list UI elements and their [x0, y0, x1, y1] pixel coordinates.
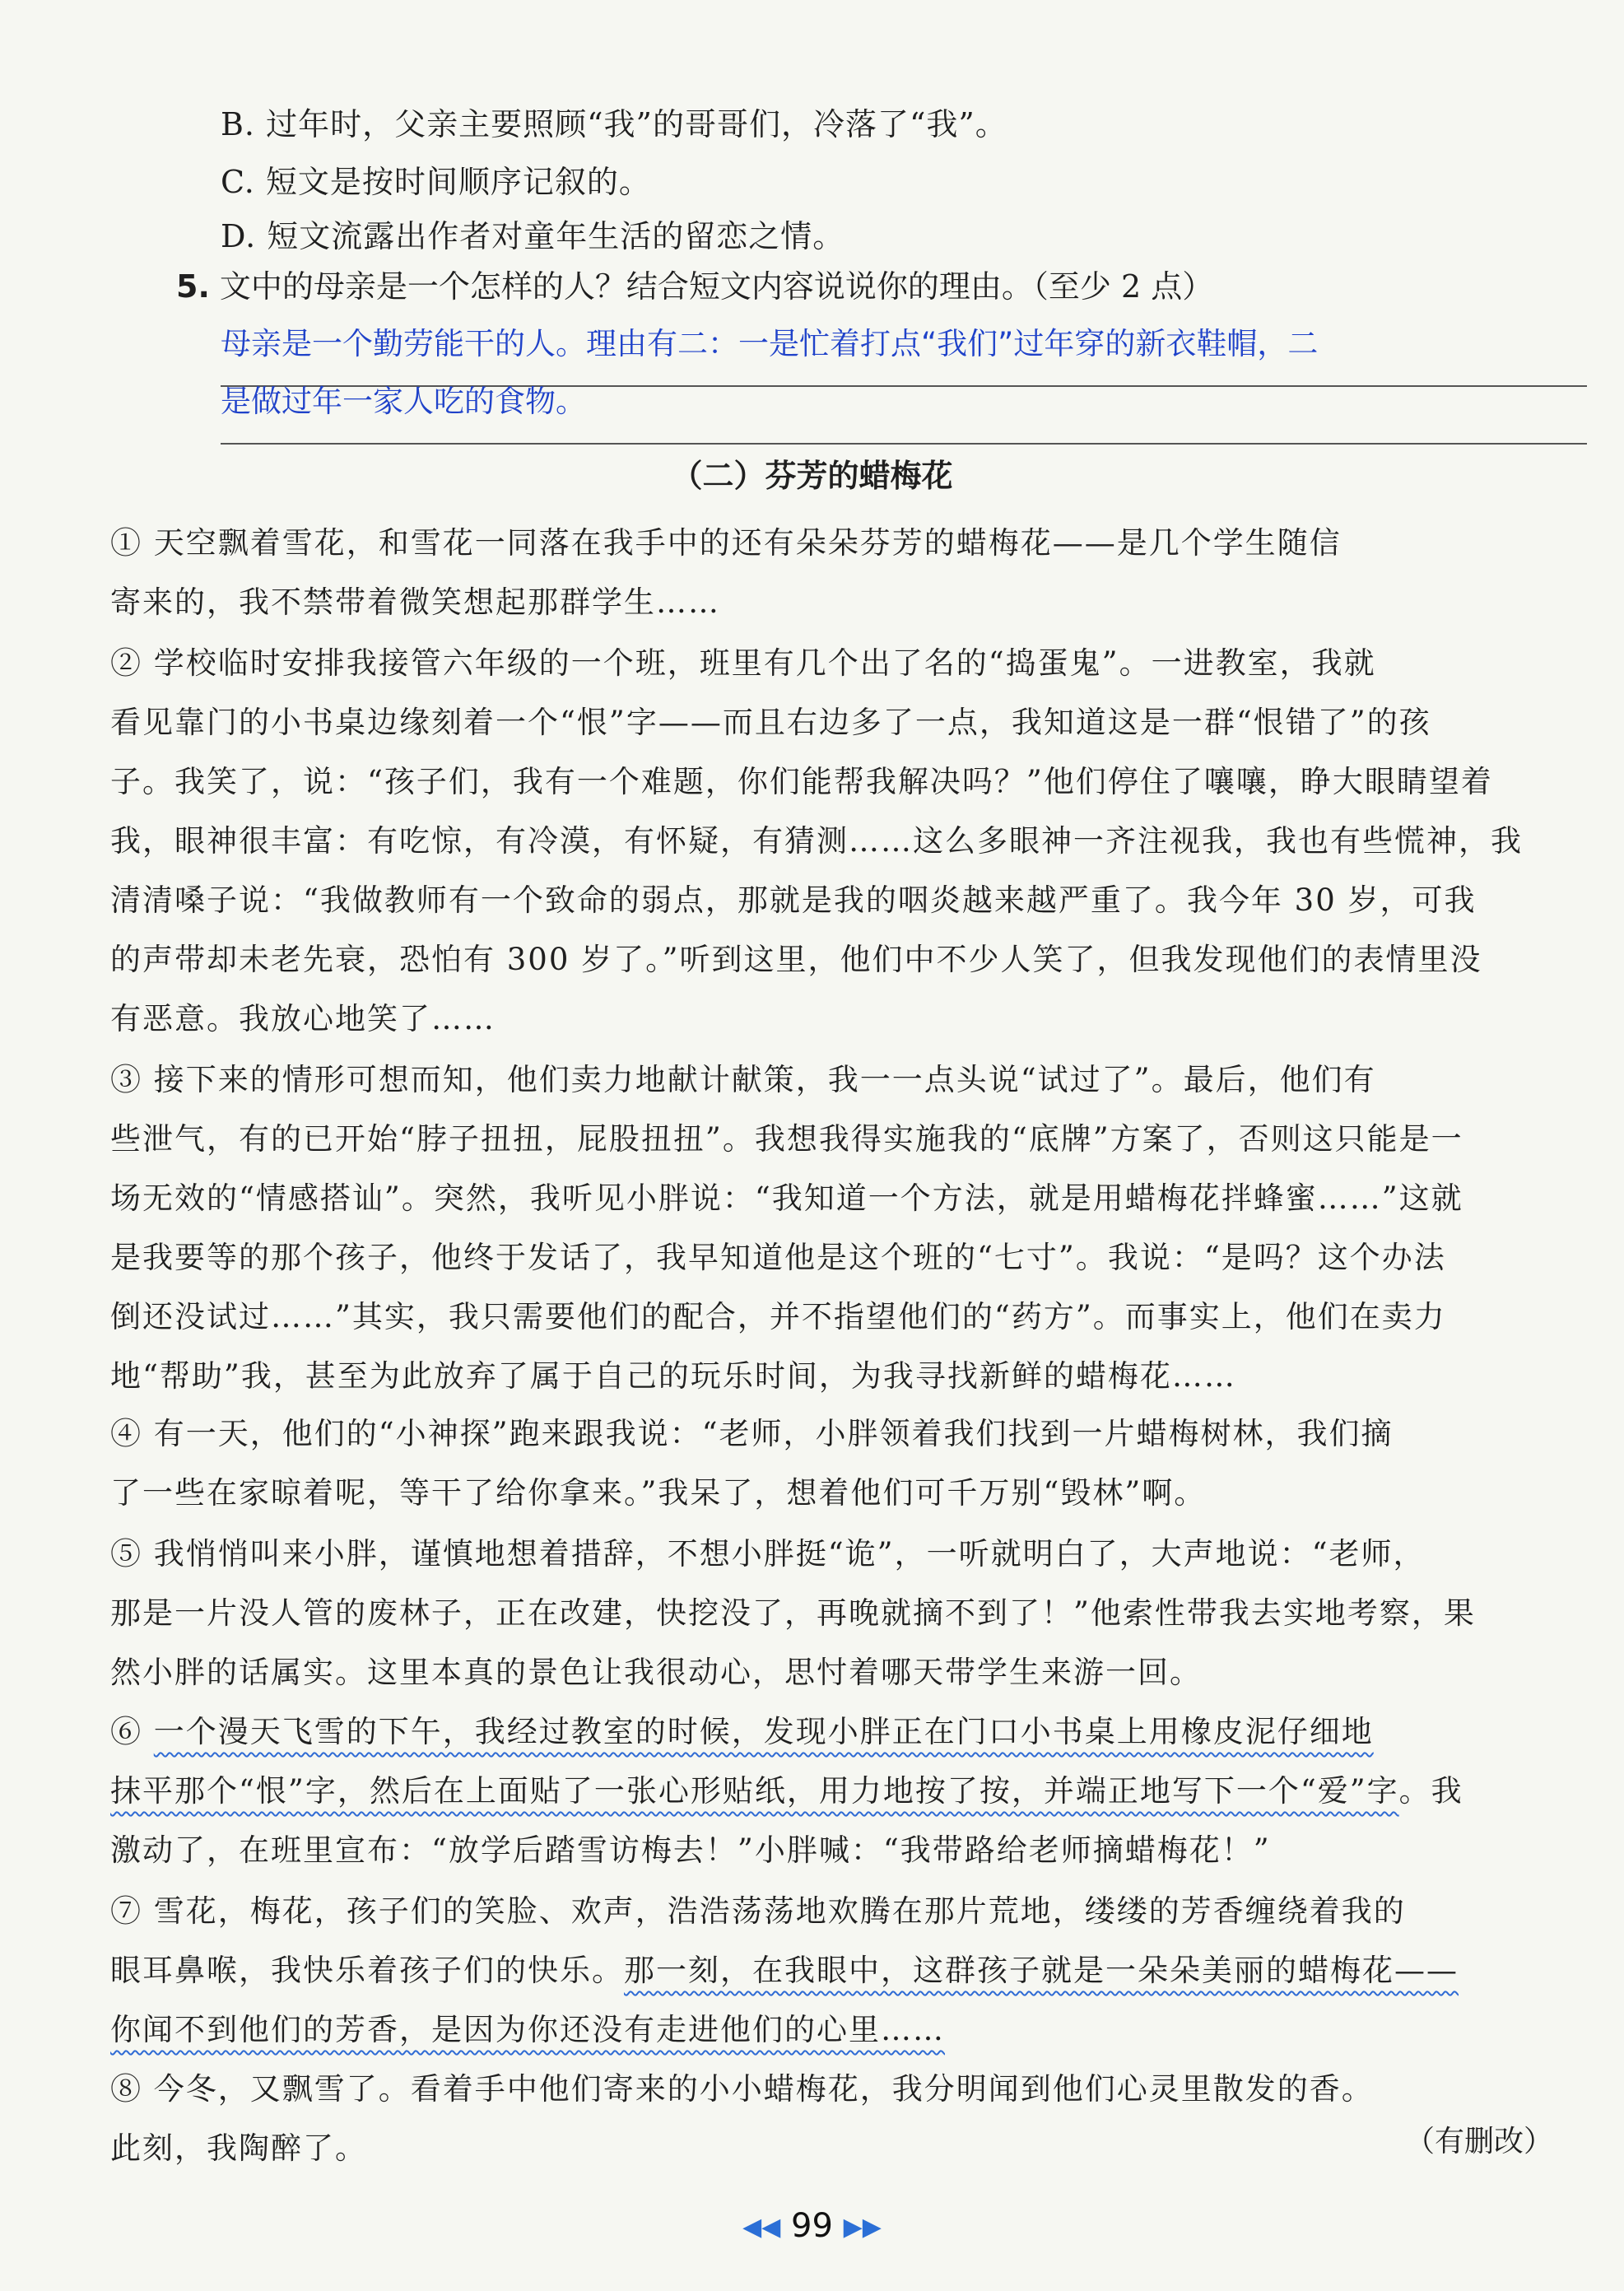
paragraph-7	[110, 1882, 1592, 2060]
page-number: 99	[791, 2207, 833, 2245]
paragraph-line: 那是一片没人管的废林子，正在改建，快挖没了，再晚就摘不到了！”他索性带我去实地考察，果	[110, 1595, 1476, 1631]
paragraph-line: 是我要等的那个孩子，他终于发话了，我早知道他是这个班的“七寸”。我说：“是吗？这个办法	[110, 1240, 1446, 1275]
paragraph-line	[110, 1941, 1592, 2000]
paragraph-line	[110, 1762, 1592, 1821]
option-b: B. 过年时，父亲主要照顾“我”的哥哥们，冷落了“我”。	[221, 106, 1007, 142]
paragraph-line: 些泄气，有的已开始“脖子扭扭，屁股扭扭”。我想我得实施我的“底牌”方案了，否则这只能是一	[110, 1121, 1463, 1157]
paragraph-line: 激动了，在班里宣布：“放学后踏雪访梅去！”小胖喊：“我带路给老师摘蜡梅花！”	[110, 1832, 1271, 1868]
question-5	[176, 263, 1213, 310]
paragraph-line: 场无效的“情感搭讪”。突然，我听见小胖说：“我知道一个方法，就是用蜡梅花拌蜂蜜……”这就	[110, 1180, 1463, 1216]
paragraph-line: 了一些在家晾着呢，等干了给你拿来。”我呆了，想着他们可千万别“毁林”啊。	[110, 1475, 1207, 1511]
paragraph-2	[110, 634, 1592, 1049]
paragraph-4	[110, 1404, 1592, 1523]
paragraph-6	[110, 1702, 1592, 1880]
underlined-sentence: 一个漫天飞雪的下午，我经过教室的时候，发现小胖正在门口小书桌上用橡皮泥仔细地	[153, 1714, 1374, 1749]
plain-text: 眼耳鼻喉，我快乐着孩子们的快乐。	[110, 1953, 624, 1988]
option-d: D. 短文流露出作者对童年生活的留恋之情。	[221, 218, 845, 254]
paragraph-line: 寄来的，我不禁带着微笑想起那群学生……	[110, 584, 720, 620]
underlined-sentence: 那一刻，在我眼中，这群孩子就是一朵朵美丽的蜡梅花——	[624, 1953, 1459, 1988]
paragraph-line	[110, 1702, 1592, 1762]
paragraph-8	[110, 2060, 1592, 2178]
plain-text: 。我	[1398, 1773, 1463, 1809]
paragraph-line: 倒还没试过……”其实，我只需要他们的配合，并不指望他们的“药方”。而事实上，他们在卖力	[110, 1299, 1446, 1334]
prev-arrow-icon: ◀◀	[742, 2213, 781, 2242]
paragraph-line	[110, 2000, 1592, 2060]
answer-rule-2	[221, 443, 1587, 445]
question-number: 5.	[176, 268, 210, 305]
paragraph-line: 有恶意。我放心地笑了……	[110, 1001, 496, 1036]
paragraph-line: ⑧ 今冬，又飘雪了。看着手中他们寄来的小小蜡梅花，我分明闻到他们心灵里散发的香。	[110, 2071, 1374, 2107]
paragraph-line: ② 学校临时安排我接管六年级的一个班，班里有几个出了名的“捣蛋鬼”。一进教室，我就	[110, 645, 1376, 681]
section-title: （二）芬芳的蜡梅花	[671, 458, 953, 494]
paragraph-line: 然小胖的话属实。这里本真的景色让我很动心，思忖着哪天带学生来游一回。	[110, 1655, 1202, 1690]
paragraph-line: 我，眼神很丰富：有吃惊，有冷漠，有怀疑，有猜测……这么多眼神一齐注视我，我也有些慌神，我	[110, 823, 1523, 859]
page-footer	[0, 2203, 1624, 2251]
paragraph-number: ⑥	[110, 1714, 154, 1749]
paragraph-line: 看见靠门的小书桌边缘刻着一个“恨”字——而且右边多了一点，我知道这是一群“恨错了”的孩	[110, 705, 1431, 740]
paragraph-3	[110, 1050, 1592, 1406]
paragraph-line: 地“帮助”我，甚至为此放弃了属于自己的玩乐时间，为我寻找新鲜的蜡梅花……	[110, 1358, 1236, 1394]
paragraph-line: 此刻，我陶醉了。	[110, 2130, 367, 2166]
paragraph-line: 的声带却未老先衰，恐怕有 300 岁了。”听到这里，他们中不少人笑了，但我发现他们的表情里没	[110, 942, 1482, 977]
paragraph-line: 子。我笑了，说：“孩子们，我有一个难题，你们能帮我解决吗？”他们停住了嚷嚷，睁大眼睛望着	[110, 764, 1493, 799]
paragraph-line: ⑤ 我悄悄叫来小胖，谨慎地想着措辞，不想小胖挺“诡”，一听就明白了，大声地说：“老师，	[110, 1536, 1426, 1572]
answer-line-1: 母亲是一个勤劳能干的人。理由有二：一是忙着打点“我们”过年穿的新衣鞋帽，二	[221, 326, 1319, 361]
paragraph-5	[110, 1525, 1592, 1702]
paragraph-line: ⑦ 雪花，梅花，孩子们的笑脸、欢声，浩浩荡荡地欢腾在那片荒地，缕缕的芳香缠绕着我的	[110, 1893, 1406, 1929]
paragraph-1	[110, 514, 1592, 632]
paragraph-line: ③ 接下来的情形可想而知，他们卖力地献计献策，我一一点头说“试过了”。最后，他们有	[110, 1062, 1376, 1097]
paragraph-line: 清清嗓子说：“我做教师有一个致命的弱点，那就是我的咽炎越来越严重了。我今年 30 岁，可我	[110, 882, 1477, 918]
next-arrow-icon: ▶▶	[843, 2213, 882, 2242]
question-text: 文中的母亲是一个怎样的人？结合短文内容说说你的理由。（至少 2 点）	[219, 268, 1214, 305]
answer-line-2: 是做过年一家人吃的食物。	[221, 384, 586, 419]
underlined-sentence: 抹平那个“恨”字，然后在上面贴了一张心形贴纸，用力地按了按，并端正地写下一个“爱”字	[110, 1773, 1399, 1809]
paragraph-line: ① 天空飘着雪花，和雪花一同落在我手中的还有朵朵芬芳的蜡梅花——是几个学生随信	[110, 525, 1342, 561]
paragraph-line: ④ 有一天，他们的“小神探”跑来跟我说：“老师，小胖领着我们找到一片蜡梅树林，我们摘	[110, 1416, 1394, 1451]
option-c: C. 短文是按时间顺序记叙的。	[221, 164, 651, 200]
underlined-sentence: 你闻不到他们的芳香，是因为你还没有走进他们的心里……	[110, 2012, 945, 2047]
abridged-note: （有删改）	[1404, 2125, 1553, 2158]
